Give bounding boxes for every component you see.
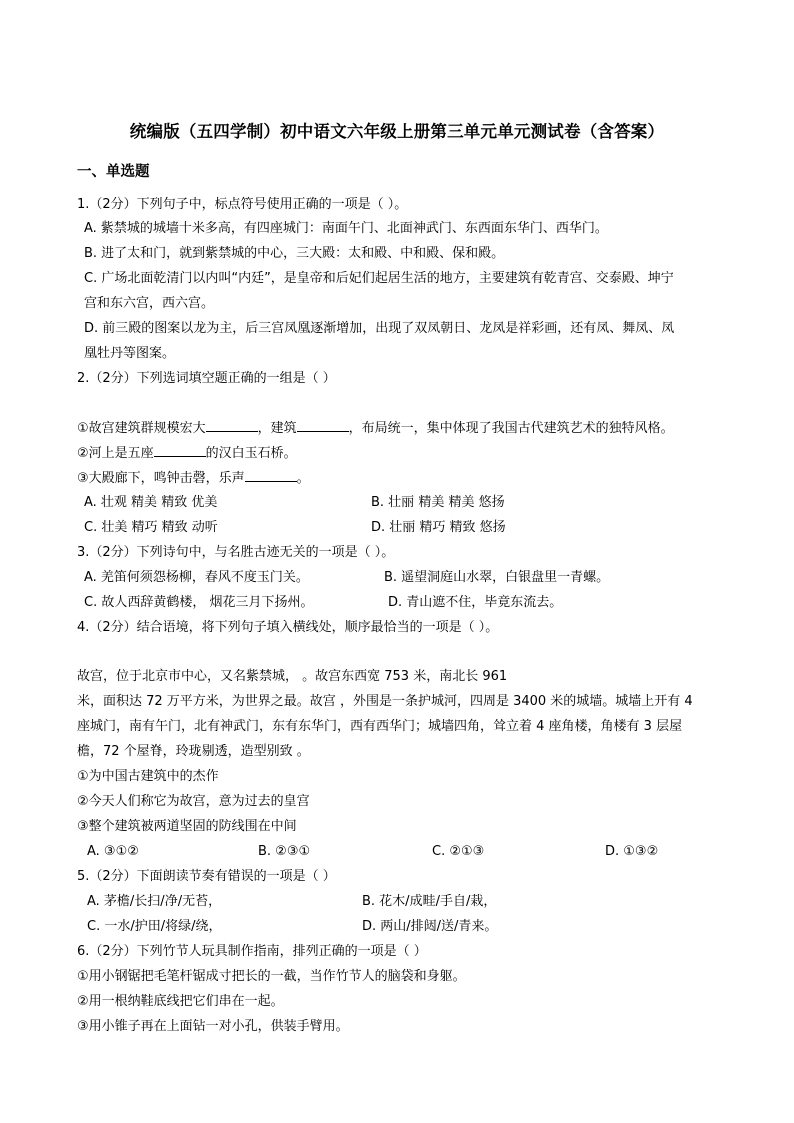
question-1-option-b[interactable]: B. 进了太和门，就到紫禁城的中心，三大殿：太和殿、中和殿、保和殿。 [84, 246, 505, 261]
document-title: 统编版（五四学制）初中语文六年级上册第三单元单元测试卷（含答案） [129, 122, 665, 141]
fill-blank [154, 444, 206, 457]
question-2-option-a[interactable]: A. 壮观 精美 精致 优美 [84, 495, 218, 510]
question-4-passage-line: 故宫，位于北京市中心，又名紫禁城， 。故宫东西宽 753 米，南北长 961 [77, 669, 508, 684]
fill-blank [245, 469, 297, 482]
section-heading: 一、单选题 [77, 164, 150, 180]
question-1-option-d-cont: 凰牡丹等图案。 [84, 346, 176, 361]
question-1-option-c-cont: 宫和东六宫，西六宫。 [84, 296, 215, 311]
question-4-passage-line: 米，面积达 72 万平方米，为世界之最。故宫 ，外围是一条护城河，四周是 3400 米的城墙。城墙上开有 4 [77, 694, 693, 709]
question-6-item-2: ②用一根纳鞋底线把它们串在一起。 [77, 994, 284, 1009]
question-4-item-2: ②今天人们称它为故宫，意为过去的皇宫 [77, 794, 310, 809]
fill-blank [297, 419, 349, 432]
question-2-option-d[interactable]: D. 壮丽 精巧 精致 悠扬 [371, 520, 506, 535]
question-2-option-b[interactable]: B. 壮丽 精美 精美 悠扬 [371, 495, 505, 510]
question-1-option-c[interactable]: C. 广场北面乾清门以内叫“内廷”，是皇帝和后妃们起居生活的地方，主要建筑有乾青宫、交泰殿、坤宁 [84, 271, 674, 286]
question-1-option-a[interactable]: A. 紫禁城的城墙十米多高，有四座城门：南面午门、北面神武门、东西面东华门、西华门。 [84, 221, 608, 236]
question-6-item-3: ③用小锥子再在上面钻一对小孔，供装手臂用。 [77, 1019, 349, 1034]
question-2-stem: 2.（2分）下列选词填空题正确的一组是（ ） [77, 371, 336, 386]
question-4-passage-line: 座城门，南有午门，北有神武门，东有东华门，西有西华门；城墙四角，耸立着 4 座角楼，角楼有 3 层屋 [77, 719, 683, 734]
question-1-option-d[interactable]: D. 前三殿的图案以龙为主，后三宫凤凰逐渐增加，出现了双凤朝日、龙凤是祥彩画，还有凤、舞凤、凤 [84, 321, 675, 336]
sentence-text: ，建筑 [257, 421, 297, 436]
question-5-option-b[interactable]: B. 花木/成畦/手自/栽， [362, 894, 497, 909]
sentence-text: 的汉白玉石桥。 [205, 446, 297, 461]
question-5-option-d[interactable]: D. 两山/排闼/送/青来。 [362, 919, 498, 934]
question-5-stem: 5.（2分）下面朗读节奏有错误的一项是（ ） [77, 869, 336, 884]
fill-blank [206, 419, 258, 432]
question-3-option-d[interactable]: D. 青山遮不住，毕竟东流去。 [388, 595, 563, 610]
question-2-sentence-2 [77, 444, 297, 463]
question-2-sentence-3 [77, 469, 310, 488]
question-3-option-b[interactable]: B. 遥望洞庭山水翠，白银盘里一青螺。 [384, 570, 610, 585]
question-4-option-d[interactable]: D. ①③② [605, 844, 659, 859]
question-6-item-1: ①用小钢锯把毛笔杆锯成寸把长的一截，当作竹节人的脑袋和身躯。 [77, 969, 466, 984]
question-3-option-c[interactable]: C. 故人西辞黄鹤楼， 烟花三月下扬州。 [84, 595, 314, 610]
question-2-sentence-1 [77, 419, 674, 438]
sentence-text: ，布局统一，集中体现了我国古代建筑艺术的独特风格。 [348, 421, 674, 436]
question-1-stem: 1.（2分）下列句子中，标点符号使用正确的一项是（ ）。 [77, 197, 408, 212]
question-4-stem: 4.（2分）结合语境，将下列句子填入横线处，顺序最恰当的一项是（ ）。 [77, 620, 499, 635]
question-5-option-a[interactable]: A. 茅檐/长扫/净/无苔， [87, 894, 222, 909]
sentence-text: ①故宫建筑群规模宏大 [77, 421, 206, 436]
question-6-stem: 6.（2分）下列竹节人玩具制作指南，排列正确的一项是（ ） [77, 944, 427, 959]
sentence-text: ②河上是五座 [77, 446, 154, 461]
question-4-option-c[interactable]: C. ②①③ [432, 844, 485, 859]
question-2-option-c[interactable]: C. 壮美 精巧 精致 动听 [84, 520, 218, 535]
question-4-passage-line: 檐，72 个屋脊，玲珑剔透，造型别致 。 [77, 744, 310, 759]
question-4-item-1: ①为中国古建筑中的杰作 [77, 769, 219, 784]
question-5-option-c[interactable]: C. 一水/护田/将绿/绕， [87, 919, 222, 934]
question-3-stem: 3.（2分）下列诗句中，与名胜古迹无关的一项是（ ）。 [77, 545, 395, 560]
question-3-option-a[interactable]: A. 羌笛何须怨杨柳，春风不度玉门关。 [84, 570, 309, 585]
sentence-text: ③大殿廊下，鸣钟击磬，乐声 [77, 471, 245, 486]
question-4-item-3: ③整个建筑被两道坚固的防线围在中间 [77, 819, 297, 834]
sentence-text: 。 [296, 471, 310, 486]
question-4-option-a[interactable]: A. ③①② [87, 844, 139, 859]
question-4-option-b[interactable]: B. ②③① [258, 844, 311, 859]
